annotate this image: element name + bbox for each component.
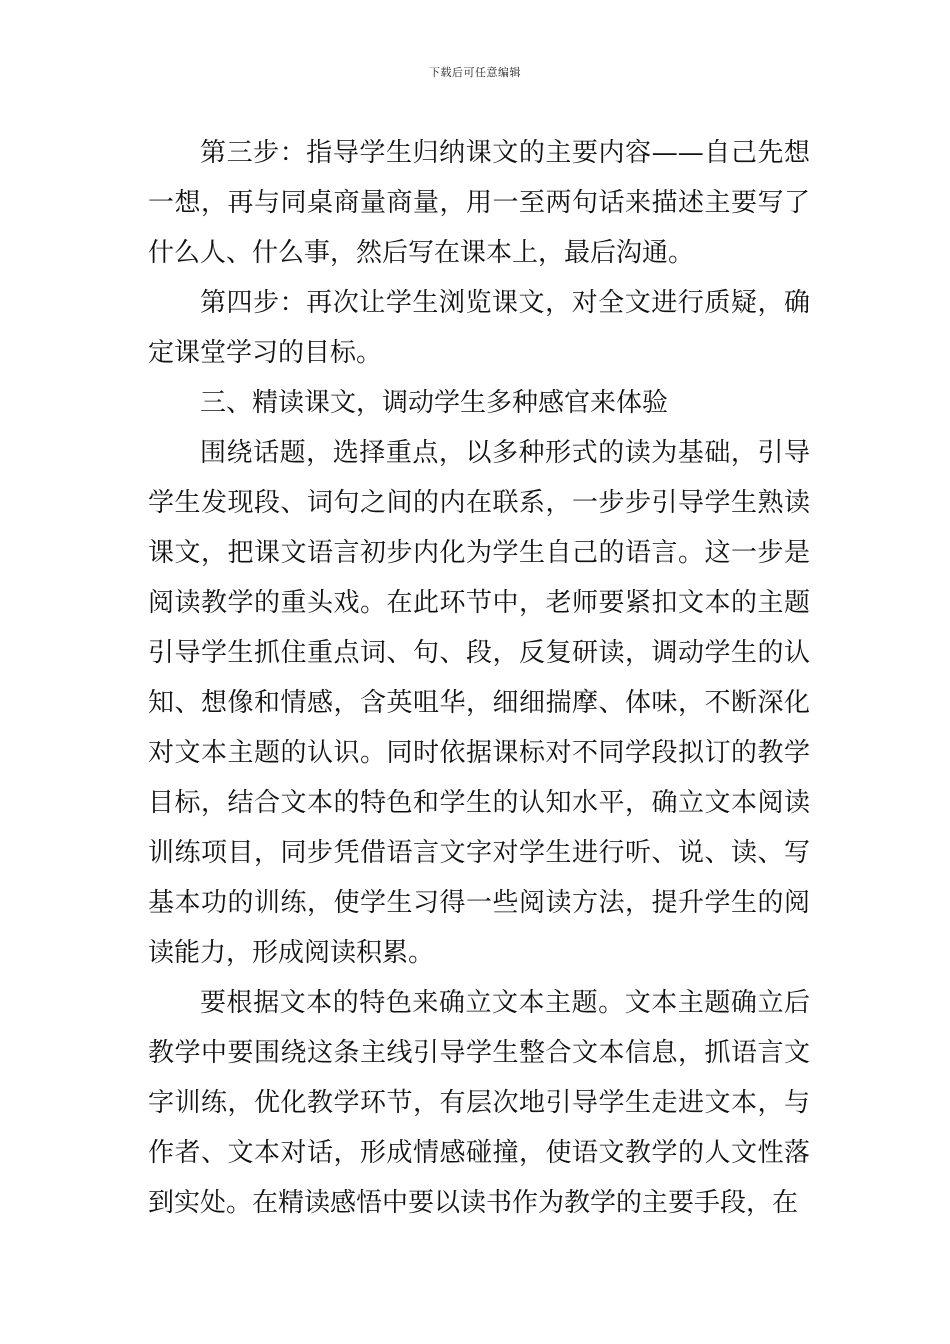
paragraph-theme: 要根据文本的特色来确立文本主题。文本主题确立后教学中要围绕这条主线引导学生整合文本信息，抓语言文字训练，优化教学环节，有层次地引导学生走进文本，与作者、文本对话，形成情感碰撞，使语文教学的人文性落到实处。在精读感悟中要以读书作为教学的主要手段，在: [148, 988, 810, 1218]
paragraph-step-four: 第四步：再次让学生浏览课文，对全文进行质疑，确定课堂学习的目标。: [148, 288, 810, 368]
page-header: 下载后可任意编辑: [429, 66, 521, 79]
document-body: [148, 128, 810, 1228]
paragraph-step-three: 第三步：指导学生归纳课文的主要内容——自己先想一想，再与同桌商量商量，用一至两句话来描述主要写了什么人、什么事，然后写在课本上，最后沟通。: [148, 138, 810, 268]
section-heading: 三、精读课文，调动学生多种感官来体验: [200, 388, 669, 418]
paragraph-close-reading: 围绕话题，选择重点，以多种形式的读为基础，引导学生发现段、词句之间的内在联系，一步步引导学生熟读课文，把课文语言初步内化为学生自己的语言。这一步是阅读教学的重头戏。在此环节中，老师要紧扣文本的主题引导学生抓住重点词、句、段，反复研读，调动学生的认知、想像和情感，含英咀华，细细揣摩、体味，不断深化对文本主题的认识。同时依据课标对不同学段拟订的教学目标，结合文本的特色和学生的认知水平，确立文本阅读训练项目，同步凭借语言文字对学生进行听、说、读、写基本功的训练，使学生习得一些阅读方法，提升学生的阅读能力，形成阅读积累。: [148, 438, 810, 968]
